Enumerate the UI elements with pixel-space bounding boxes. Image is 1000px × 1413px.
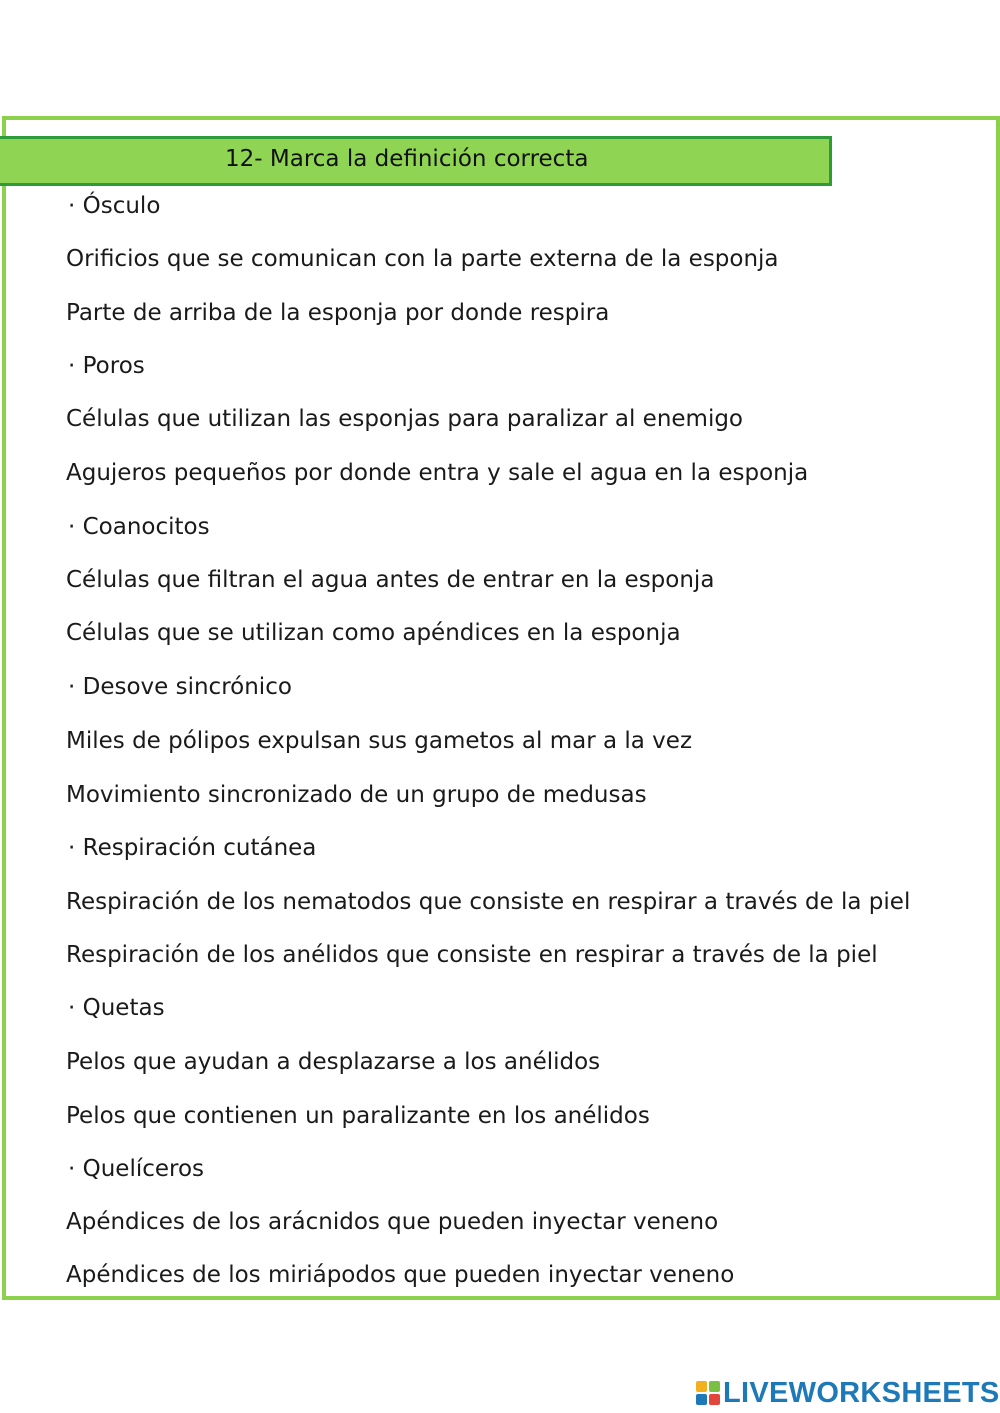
option-poros-1[interactable]: Células que utilizan las esponjas para paralizar al enemigo — [66, 406, 744, 432]
option-osculo-1[interactable]: Orificios que se comunican con la parte externa de la esponja — [66, 246, 779, 272]
term-poros: · Poros — [68, 353, 145, 379]
option-coanocitos-1[interactable]: Células que filtran el agua antes de entrar en la esponja — [66, 567, 715, 593]
term-osculo: · Ósculo — [68, 193, 161, 219]
term-queliceros: · Quelíceros — [68, 1156, 205, 1182]
worksheet-frame-right-edge — [996, 116, 1000, 1300]
option-respiracion-1[interactable]: Respiración de los nematodos que consiste en respirar a través de la piel — [66, 889, 911, 915]
term-respiracion-cutanea: · Respiración cutánea — [68, 835, 317, 861]
option-quetas-1[interactable]: Pelos que ayudan a desplazarse a los anélidos — [66, 1049, 601, 1075]
option-queliceros-1[interactable]: Apéndices de los arácnidos que pueden inyectar veneno — [66, 1209, 719, 1235]
option-desove-2[interactable]: Movimiento sincronizado de un grupo de medusas — [66, 782, 647, 808]
option-queliceros-2[interactable]: Apéndices de los miriápodos que pueden inyectar veneno — [66, 1262, 735, 1288]
liveworksheets-logo-text: LIVEWORKSHEETS — [723, 1376, 1000, 1409]
worksheet-title: 12- Marca la definición correcta — [225, 146, 589, 172]
option-quetas-2[interactable]: Pelos que contienen un paralizante en los anélidos — [66, 1103, 650, 1129]
liveworksheets-logo-mark — [696, 1381, 720, 1405]
term-quetas: · Quetas — [68, 995, 165, 1021]
option-desove-1[interactable]: Miles de pólipos expulsan sus gametos al mar a la vez — [66, 728, 693, 754]
option-respiracion-2[interactable]: Respiración de los anélidos que consiste en respirar a través de la piel — [66, 942, 878, 968]
liveworksheets-logo — [696, 1378, 1000, 1408]
option-coanocitos-2[interactable]: Células que se utilizan como apéndices en la esponja — [66, 620, 681, 646]
option-osculo-2[interactable]: Parte de arriba de la esponja por donde respira — [66, 300, 610, 326]
term-desove-sincronico: · Desove sincrónico — [68, 674, 292, 700]
term-coanocitos: · Coanocitos — [68, 514, 210, 540]
option-poros-2[interactable]: Agujeros pequeños por donde entra y sale el agua en la esponja — [66, 460, 809, 486]
